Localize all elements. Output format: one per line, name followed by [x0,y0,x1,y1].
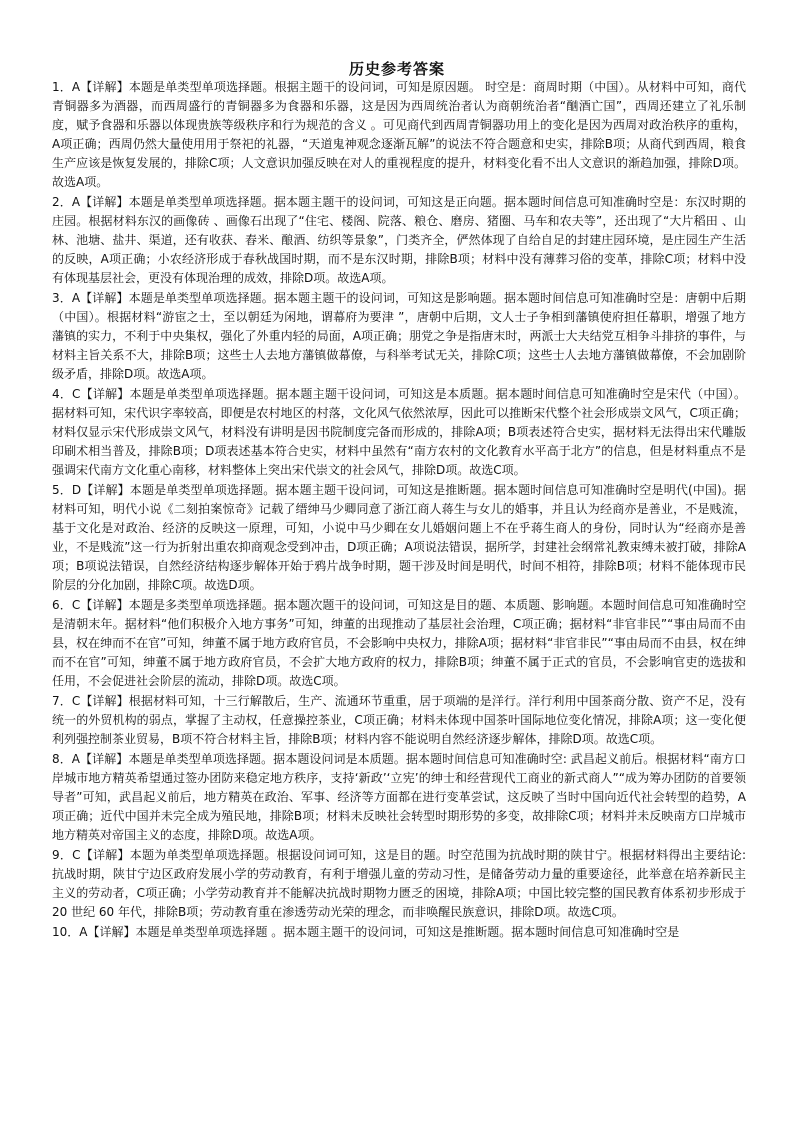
answer-item: 2．A【详解】本题是单类型单项选择题。据本题主题干的设问词，可知这是正向题。据本题时间信息可知准确时空是：东汉时期的庄园。根据材料东汉的画像砖 、画像石出现了“住宅、楼阁、院落、粮仓、磨房、猪圈、马车和农夫等”，还出现了“大片稻田 、山林、池塘、盐井、渠道，还有收获、舂米、酿酒、纺织等景象”，门类齐全，俨然体现了自给自足的封建庄园环境，是庄园生产生活的反映，A项正确；小农经济形成于春秋战国时期，而不是东汉时期，排除B项；材料中没有薄葬习俗的变革，排除C项；材料中没有体现基层社会，更没有体现治理的成效，排除D项。故选A项。 [52,195,746,285]
answer-item: 9．C【详解】本题为单类型单项选择题。根据设问词可知，这是目的题。时空范围为抗战时期的陕甘宁。根据材料得出主要结论: 抗战时期，陕甘宁边区政府发展小学的劳动教育，有利于增强儿童的劳动习性，是储备劳动力量的重要途径，此举意在培养新民主主义的劳动者，C项正确；小学劳动教育并不能解决抗战时期物力匮乏的困境，排除A项；中国比较完整的国民教育体系初步形成于 20 世纪 60 年代，排除B项；劳动教育重在渗透劳动光荣的理念，而非唤醒民族意识，排除D项。故选C项。 [52,848,746,919]
answer-item: 8．A【详解】本题是单类型单项选择题。据本题设问词是本质题。据本题时间信息可知准确时空: 武昌起义前后。根据材料“南方口岸城市地方精英希望通过签办团防来稳定地方秩序，支持‘新政’‘立宪’的绅士和经营现代工商业的新式商人”“成为筹办团防的首要领导者”可知，武昌起义前后，地方精英在政治、军事、经济等方面都在进行变革尝试，这反映了当时中国向近代社会转型的趋势，A项正确；近代中国并未完全成为殖民地，排除B项；材料未反映社会转型时期形势的多变，故排除C项；材料并未反映南方口岸城市地方精英对帝国主义的态度，排除D项。故选A项。 [52,752,746,842]
answer-list [52,78,746,943]
answer-item: 1．A【详解】本题是单类型单项选择题。根据主题干的设问词，可知是原因题。 时空是：商周时期（中国）。从材料中可知，商代青铜器多为酒器，而西周盛行的青铜器多为食器和乐器，这是因为西周统治者认为商朝统治者“酗酒亡国”，西周还建立了礼乐制度，赋予食器和乐器以体现贵族等级秩序和行为规范的含义 。可见商代到西周青铜器功用上的变化是因为西周对政治秩序的重构，A项正确；西周仍然大量使用用于祭祀的礼器，“天道鬼神观念逐渐瓦解”的说法不符合题意和史实，排除B项；从商代到西周，粮食生产应该是恢复发展的，排除C项；人文意识加强反映在对人的重视程度的提升，材料变化看不出人文意识的渐趋加强，排除D项。故选A项。 [52,80,746,189]
page-title: 历史参考答案 [348,60,445,78]
answer-item: 7．C【详解】根据材料可知，十三行解散后，生产、流通环节重重，居于项端的是洋行。洋行利用中国茶商分散、资产不足，没有统一的外贸机构的弱点，掌握了主动权，任意操控茶业，C项正确；材料未体现中国茶叶国际地位变化情况，排除A项；这一变化便利列强控制茶业贸易，B项不符合材料主旨，排除B项；材料内容不能说明自然经济逐步解体，排除D项。故选C项。 [52,694,746,746]
answer-item: 4．C【详解】本题是单类型单项选择题。据本题主题干设问词，可知这是本质题。据本题时间信息可知准确时空是宋代（中国）。据材料可知，宋代识字率较高，即便是农村地区的村落，文化风气依然浓厚，因此可以推断宋代整个社会形成崇文风气，C项正确；材料仅显示宋代形成崇文风气，材料没有讲明是因书院制度完备而形成的，排除A项；B项表述符合史实，据材料无法得出宋代雕版印刷术相当普及，排除B项；D项表述基本符合史实，材料中虽然有“南方农村的文化教育水平高于北方”的信息，但是材料重点不是强调宋代南方文化重心南移，材料整体上突出宋代崇文的社会风气，排除D项。故选C项。 [52,387,746,477]
answer-item: 10．A【详解】本题是单类型单项选择题 。据本题主题干的设问词，可知这是推断题。据本题时间信息可知准确时空是 [52,925,680,939]
answer-item: 3．A【详解】本题是单类型单项选择题。据本题主题干的设问词，可知这是影响题。据本题时间信息可知准确时空是：唐朝中后期（中国）。根据材料“游宦之士，至以朝廷为闲地，谓幕府为要津 ”，唐朝中后期，文人士子争相到藩镇使府担任幕职，增强了地方藩镇的实力，不利于中央集权，强化了外重内轻的局面，A项正确；朋党之争是指唐末时，两派士大夫结党互相争斗排挤的事件，与材料主旨关系不大，排除B项；这些士人去地方藩镇做幕僚，与科举考试无关，排除C项；这些士人去地方藩镇做幕僚，不会加剧阶级矛盾，排除D项。故选A项。 [52,291,746,381]
answer-item: 5．D【详解】本题是单类型单项选择题。据本题主题干设问词，可知这是推断题。据本题时间信息可知准确时空是明代(中国)。据材料可知，明代小说《二刻拍案惊奇》记载了缙绅马少卿同意了浙江商人蒋生与女儿的婚事，并且认为经商亦是善业，不是贱流，基于文化是对政治、经济的反映这一原理，可知，小说中马少卿在女儿婚姻问题上不在乎蒋生商人的身份，同时认为“经商亦是善业，不是贱流”这一行为折射出重农抑商观念受到冲击，D项正确；A项说法错误，据所学，封建社会纲常礼教束缚未被打破，排除A项；B项说法错误，自然经济结构逐步解体开始于鸦片战争时期，题干涉及时间是明代，时间不相符，排除B项；材料不能体现市民阶层的分化加剧，排除C项。故选D项。 [52,483,746,592]
answer-item: 6．C【详解】本题是多类型单项选择题。据本题次题干的设问词，可知这是目的题、本质题、影响题。本题时间信息可知准确时空是清朝末年。据材料“他们积极介入地方事务”可知，绅董的出现推动了基层社会治理，C项正确；据材料“非官非民”“事由局而不由县，权在绅而不在官”可知，绅董不属于地方政府官员，不会影响中央权力，排除A项；据材料“非官非民”“事由局而不由县，权在绅而不在官”可知，绅董不属于地方政府官员，不会扩大地方政府的权力，排除B项；绅董不属于正式的官员，不会影响官吏的选拔和任用，不会促进社会阶层的流动，排除D项。故选C项。 [52,598,746,688]
